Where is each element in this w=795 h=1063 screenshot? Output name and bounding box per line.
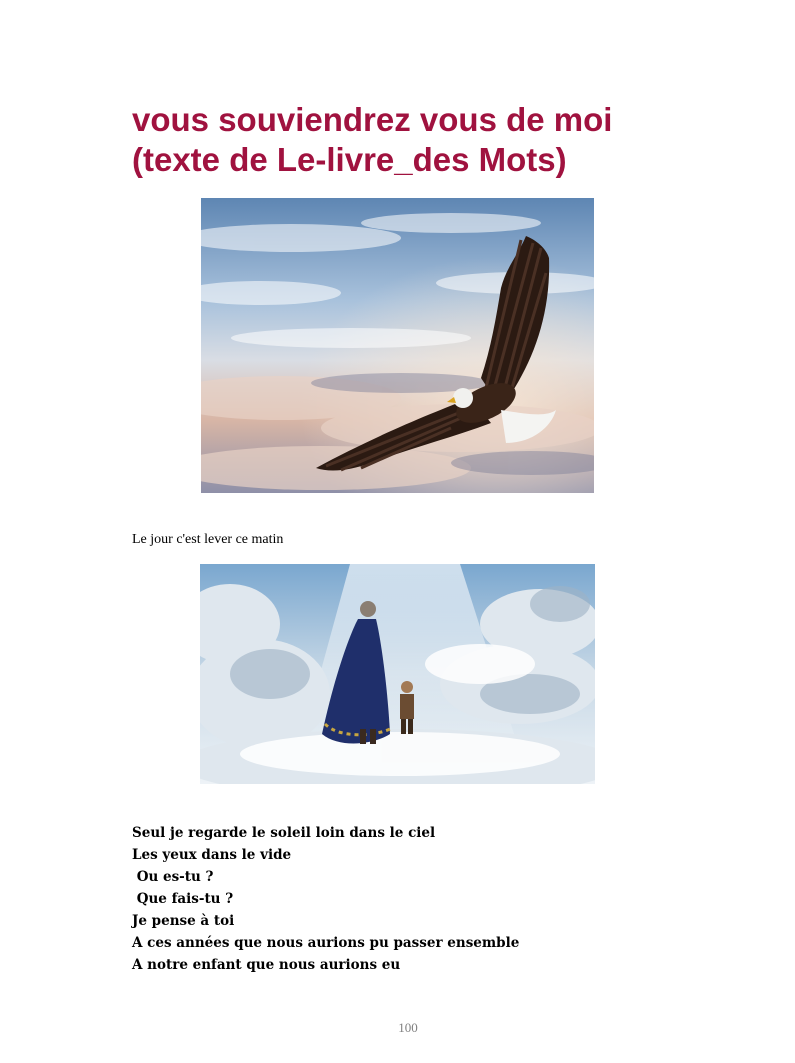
poem-line: A notre enfant que nous aurions eu [132, 957, 401, 973]
poem-line: Ou es-tu ? [132, 869, 214, 885]
page-title [132, 100, 692, 180]
eagle-image [201, 198, 594, 493]
caped-figure-illustration-icon [200, 564, 595, 784]
title-line-2: (texte de Le-livre_des Mots) [132, 141, 567, 178]
image-caption: Le jour c'est lever ce matin [132, 532, 284, 547]
eagle-illustration-icon [201, 198, 594, 493]
poem-line: Que fais-tu ? [132, 891, 234, 907]
page-number: 100 [398, 1020, 418, 1035]
poem-line: Les yeux dans le vide [132, 847, 292, 863]
clouds-image [200, 564, 595, 784]
poem-line: Je pense à toi [132, 913, 235, 929]
poem-line: A ces années que nous aurions pu passer ensemble [132, 935, 520, 951]
title-line-1: vous souviendrez vous de moi [132, 101, 613, 138]
poem-line: Seul je regarde le soleil loin dans le ciel [132, 825, 436, 841]
poem-text [132, 822, 652, 976]
